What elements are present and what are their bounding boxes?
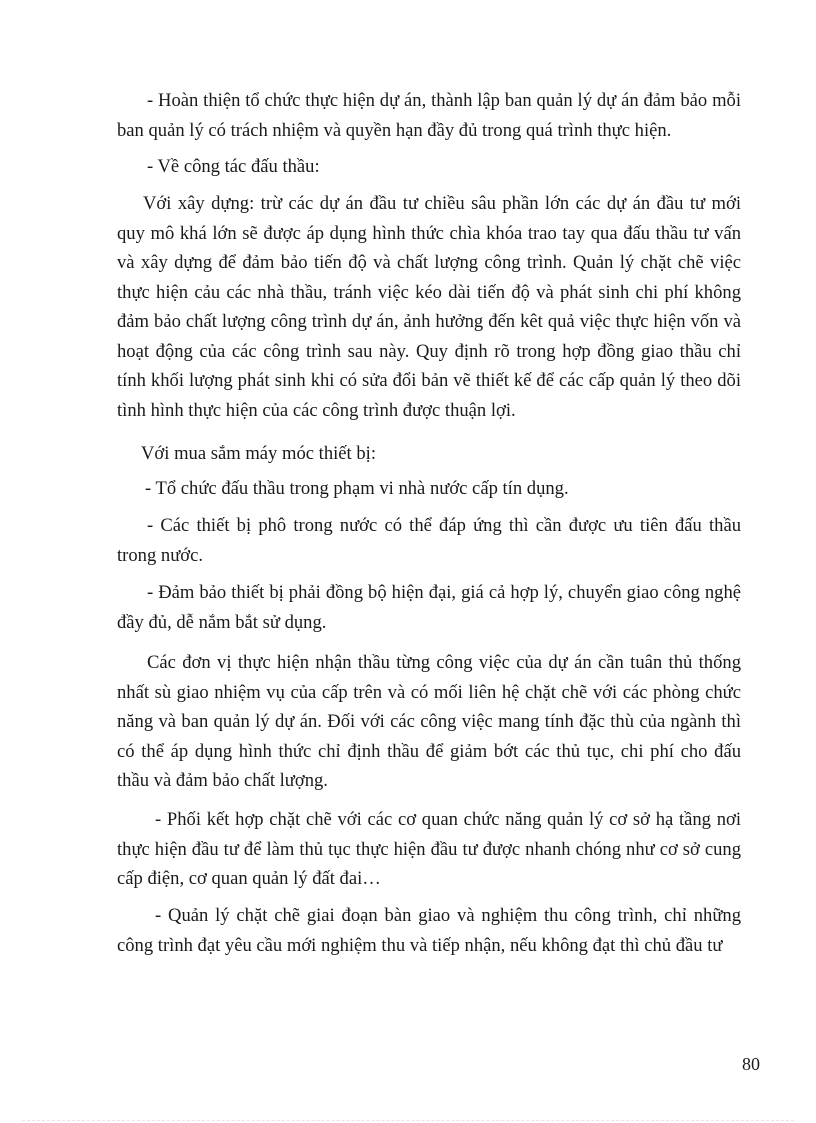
paragraph-bidding-heading: - Về công tác đấu thầu: [147,156,320,177]
paragraph-handover: - Quản lý chặt chẽ giai đoạn bàn giao và nghiệm thu công trình, chỉ những công trình đạt yêu cầu mới nghiệm thu và tiếp nhận, nếu không đạt thì chủ đầu tư [117,905,741,956]
paragraph-domestic-priority: - Các thiết bị phô trong nước có thể đáp ứng thì cần được ưu tiên đấu thầu trong nước. [117,515,741,566]
page-number: 80 [742,1054,760,1074]
paragraph-construction-bidding: Với xây dựng: trừ các dự án đầu tư chiều sâu phần lớn các dự án đầu tư mới quy mô khá lớn sẽ được áp dụng hình thức chìa khóa trao tay qua đấu thầu tư vấn và xây dựng để đảm bảo tiến độ và chất lượng công trình. Quản lý chặt chẽ việc thực hiện cảu các nhà thầu, tránh việc kéo dài tiến độ và phát sinh chi phí không đảm bảo chất lượng công trình dự án, ảnh hưởng đến kêt quả việc thực hiện vốn và hoạt động của các công trình sau này. Quy định rõ trong hợp đồng giao thầu chỉ tính khối lượng phát sinh khi có sửa đổi bản vẽ thiết kế để các cấp quản lý theo dõi tình hình thực hiện của các công trình được thuận lợi. [117,193,741,421]
paragraph-project-organization: - Hoàn thiện tổ chức thực hiện dự án, thành lập ban quản lý dự án đảm bảo mỗi ban quản lý có trách nhiệm và quyền hạn đầy đủ trong quá trình thực hiện. [117,90,741,141]
paragraph-contractor-units: Các đơn vị thực hiện nhận thầu từng công việc của dự án cần tuân thủ thống nhất sù giao nhiệm vụ của cấp trên và có mối liên hệ chặt chẽ với các phòng chức năng và ban quản lý dự án. Đối với các công việc mang tính đặc thù của ngành thì có thể áp dụng hình thức chỉ định thầu để giảm bớt các thủ tục, chi phí cho đấu thầu và đảm bảo chất lượng. [117,652,741,791]
page-bottom-divider [22,1120,794,1121]
paragraph-credit-scope: - Tổ chức đấu thầu trong phạm vi nhà nước cấp tín dụng. [145,478,569,499]
paragraph-coordination: - Phối kết hợp chặt chẽ với các cơ quan chức năng quản lý cơ sở hạ tầng nơi thực hiện đầu tư để làm thủ tục thực hiện đầu tư được nhanh chóng như cơ sở cung cấp điện, cơ quan quản lý đất đai… [117,809,741,889]
paragraph-equipment-quality: - Đảm bảo thiết bị phải đồng bộ hiện đại, giá cả hợp lý, chuyển giao công nghệ đầy đủ, dễ nắm bắt sử dụng. [117,582,741,633]
paragraph-equipment-heading: Với mua sắm máy móc thiết bị: [141,443,376,464]
